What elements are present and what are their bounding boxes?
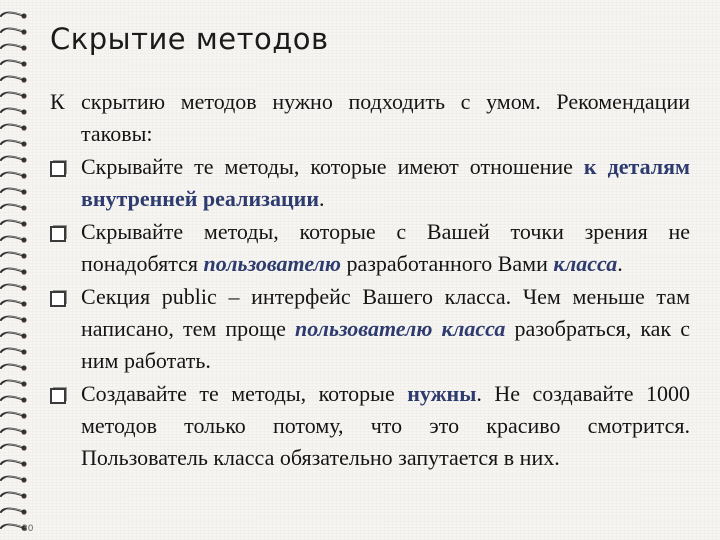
spiral-binding xyxy=(0,0,46,540)
bullet-1-tail: . xyxy=(319,186,325,211)
bullet-3-text: Секция public – интерфейс Вашего класса. Чем меньше там написано, тем проще xyxy=(81,284,690,341)
bullet-4-tail: . Не создавайте 1000 методов только потому, что это красиво смотрится. Пользователь класса обязательно запутается в них. xyxy=(81,381,690,470)
bullet-3-tail: разобраться, как с ним работать. xyxy=(81,316,690,373)
slide-content xyxy=(50,86,690,474)
bullet-3-highlight: пользователю класса xyxy=(294,316,506,341)
bullet-4-highlight: нужны xyxy=(407,381,477,406)
bullet-1-highlight: к деталям внутренней реализации xyxy=(81,154,690,211)
bullet-item-4 xyxy=(50,378,690,474)
bullet-2-highlight-class: класса xyxy=(553,251,618,276)
bullet-1-text: Скрывайте те методы, которые имеют отношение xyxy=(81,154,584,179)
bullet-2-highlight-user: пользователю xyxy=(203,251,341,276)
intro-text: скрытию методов нужно подходить с умом. Рекомендации таковы: xyxy=(81,89,690,146)
checkbox-bullet-icon xyxy=(50,159,68,177)
checkbox-bullet-icon xyxy=(50,289,68,307)
slide-title: Скрытие методов xyxy=(50,22,329,56)
bullet-2-tail: . xyxy=(617,251,623,276)
checkbox-bullet-icon xyxy=(50,224,68,242)
page-number: 30 xyxy=(22,524,34,534)
bullet-item-1 xyxy=(50,151,690,215)
bullet-item-2 xyxy=(50,216,690,280)
checkbox-bullet-icon xyxy=(50,386,68,404)
intro-paragraph xyxy=(50,86,690,150)
bullet-item-3 xyxy=(50,281,690,377)
bullet-2-middle: разработанного Вами xyxy=(340,251,554,276)
bullet-2-text: Скрывайте методы, которые с Вашей точки зрения не понадобятся xyxy=(81,219,690,276)
bullet-4-text: Создавайте те методы, которые xyxy=(81,381,408,406)
intro-lead-letter: К xyxy=(50,89,65,114)
